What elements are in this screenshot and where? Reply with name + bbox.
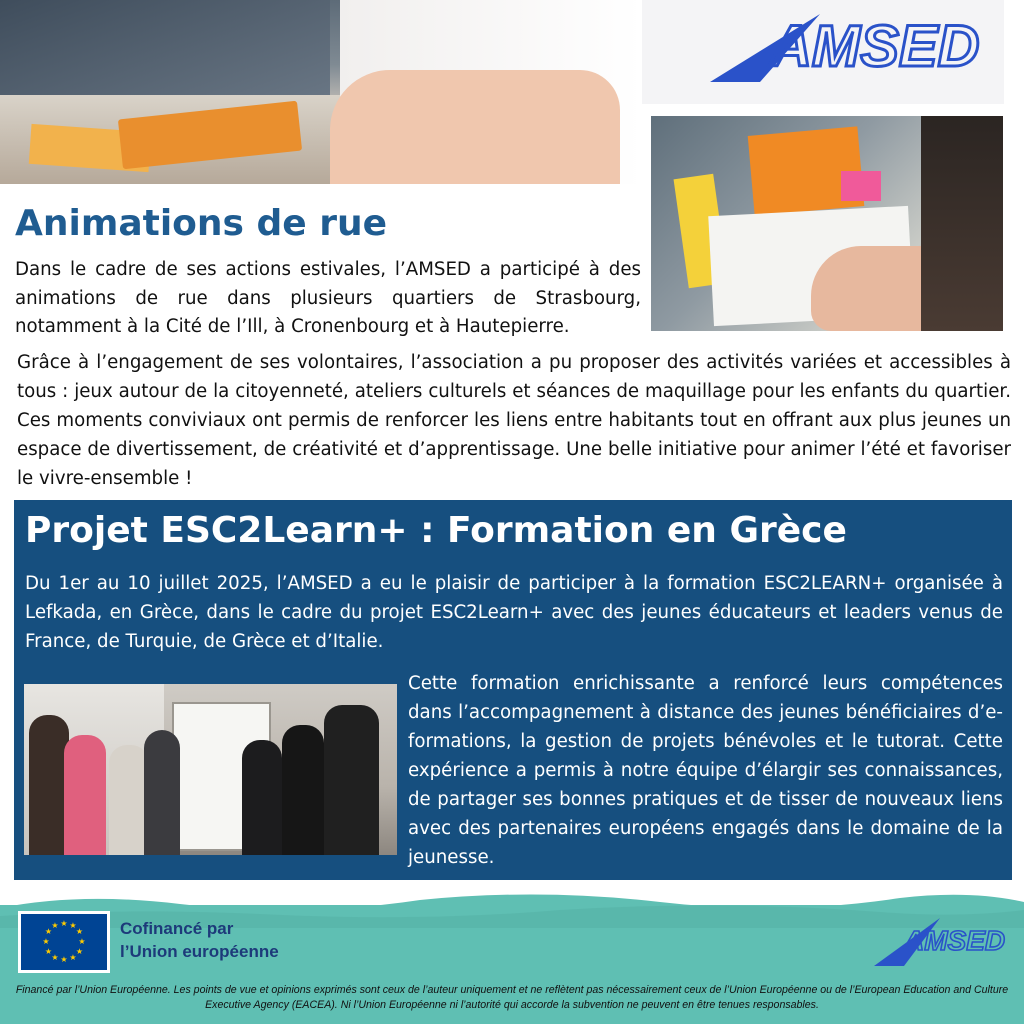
svg-text:AMSED: AMSED [770, 14, 980, 79]
svg-text:★: ★ [78, 937, 86, 946]
eu-flag-icon [21, 914, 107, 970]
section-title-esc2learn: Projet ESC2Learn+ : Formation en Grèce [25, 510, 847, 551]
svg-text:★: ★ [44, 927, 53, 936]
amsed-logo-footer [870, 908, 1010, 970]
svg-text:★: ★ [69, 953, 77, 962]
section-title-street-animations: Animations de rue [15, 203, 388, 244]
eu-disclaimer: Financé par l’Union Européenne. Les points de vue et opinions exprimés sont ceux de l’auteur uniquement et ne reflètent pas nécessairement ceux de l’Union Européenne ou de l’European Education and Culture Executive Agency (EACEA). Ni l’Union Européenne ni l’autorité qui accorde la subvention ne peuvent en être tenues responsables. [15, 984, 1009, 1011]
svg-text:★: ★ [51, 953, 59, 962]
svg-text:★: ★ [60, 955, 68, 964]
svg-text:★: ★ [51, 921, 59, 930]
svg-text:★: ★ [75, 947, 84, 956]
esc2learn-body: Cette formation enrichissante a renforcé leurs compétences dans l’accompagnement à distance des jeunes bénéficiaires d’e-formations, la gestion de projets bénévoles et le tutorat. Cette expérience a permis à notre équipe d’élargir ses connaissances, de partager ses bonnes pratiques et de tisser de nouveaux liens avec des partenaires européens engagés dans le domaine de la jeunesse. [408, 673, 1003, 868]
esc2learn-intro: Du 1er au 10 juillet 2025, l’AMSED a eu le plaisir de participer à la formation ESC2LEARN+ organisée à Lefkada, en Grèce, dans le cadre du projet ESC2Learn+ avec des jeunes éducateurs et leaders venus de France, de Turquie, de Grèce et d’Italie. [25, 573, 1003, 652]
svg-text:AMSED: AMSED [904, 925, 1006, 956]
drawing-workshop-photo [651, 116, 1003, 331]
svg-text:★: ★ [69, 921, 77, 930]
svg-text:★: ★ [60, 919, 68, 928]
street-animations-intro: Dans le cadre de ses actions estivales, l’AMSED a participé à des animations de rue dans plusieurs quartiers de Strasbourg, notamment à la Cité de l’Ill, à Cronenbourg et à Hautepierre. [15, 259, 641, 337]
street-activity-photo [0, 0, 642, 184]
amsed-logo [700, 4, 1000, 94]
street-animations-body: Grâce à l’engagement de ses volontaires, l’association a pu proposer des activités variées et accessibles à tous : jeux autour de la citoyenneté, ateliers culturels et séances de maquillage pour les enfants du quartier. Ces moments conviviaux ont permis de renforcer les liens entre habitants tout en offrant aux plus jeunes un espace de divertissement, de créativité et d’apprentissage. Une belle initiative pour animer l’été et favoriser le vivre-ensemble ! [17, 352, 1011, 489]
eu-cofunded-line2: l’Union européenne [120, 942, 279, 961]
svg-text:★: ★ [42, 937, 50, 946]
training-group-photo [24, 684, 397, 855]
svg-text:★: ★ [75, 927, 84, 936]
svg-text:★: ★ [44, 947, 53, 956]
eu-cofunded-line1: Cofinancé par [120, 919, 234, 938]
